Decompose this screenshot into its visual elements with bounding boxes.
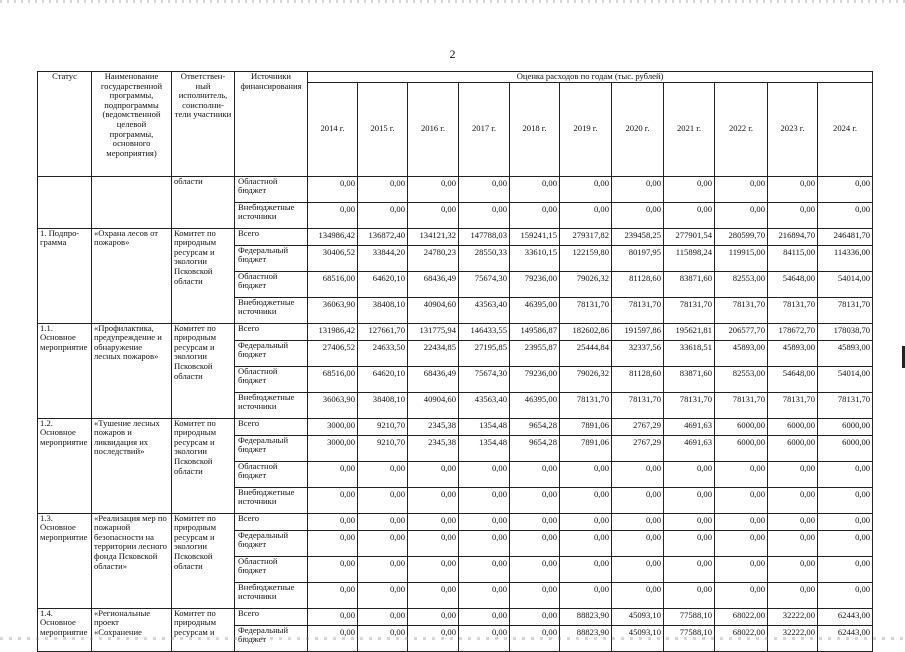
value-cell: 54014,00	[818, 366, 873, 392]
value-cell: 0,00	[408, 608, 459, 625]
value-cell: 0,00	[408, 513, 459, 530]
value-cell: 24780,23	[408, 245, 459, 271]
value-cell: 0,00	[510, 513, 560, 530]
value-cell: 0,00	[612, 202, 664, 228]
source-cell: Федеральный бюджет	[235, 530, 308, 556]
source-cell: Федеральный бюджет	[235, 435, 308, 461]
value-cell: 9654,28	[510, 418, 560, 435]
value-cell: 68436,49	[408, 271, 459, 297]
value-cell: 77588,10	[664, 608, 715, 625]
source-cell: Областной бюджет	[235, 366, 308, 392]
responsible-cell: Комитет по природным ресурсам и экологии Псковской области	[172, 418, 235, 513]
value-cell: 81128,60	[612, 366, 664, 392]
header-year: 2020 г.	[612, 82, 664, 176]
value-cell: 0,00	[510, 625, 560, 651]
value-cell: 0,00	[459, 487, 510, 513]
value-cell: 0,00	[715, 530, 768, 556]
value-cell: 0,00	[818, 556, 873, 582]
value-cell: 7891,06	[560, 435, 612, 461]
value-cell: 0,00	[308, 202, 358, 228]
header-year: 2019 г.	[560, 82, 612, 176]
value-cell: 114336,00	[818, 245, 873, 271]
table-row	[38, 176, 873, 202]
header-year: 2015 г.	[358, 82, 408, 176]
value-cell: 6000,00	[715, 435, 768, 461]
table-row	[38, 323, 873, 340]
value-cell: 0,00	[408, 176, 459, 202]
value-cell: 25444,84	[560, 340, 612, 366]
source-cell: Федеральный бюджет	[235, 625, 308, 651]
value-cell: 4691,63	[664, 418, 715, 435]
value-cell: 54648,00	[768, 271, 818, 297]
value-cell: 216894,70	[768, 228, 818, 245]
value-cell: 0,00	[408, 487, 459, 513]
name-cell: «Профилактика, предупреждение и обнаружение лесных пожаров»	[92, 323, 172, 418]
page-number: 2	[449, 47, 456, 61]
value-cell: 0,00	[358, 608, 408, 625]
source-cell: Всего	[235, 513, 308, 530]
header-year: 2021 г.	[664, 82, 715, 176]
value-cell: 38408,10	[358, 392, 408, 418]
value-cell: 0,00	[768, 513, 818, 530]
value-cell: 32222,00	[768, 625, 818, 651]
header-sources: Источники финансирования	[235, 72, 308, 177]
value-cell: 0,00	[308, 530, 358, 556]
value-cell: 84115,00	[768, 245, 818, 271]
source-cell: Всего	[235, 418, 308, 435]
value-cell: 2345,38	[408, 418, 459, 435]
value-cell: 0,00	[612, 582, 664, 608]
value-cell: 78131,70	[664, 392, 715, 418]
value-cell: 0,00	[612, 461, 664, 487]
value-cell: 0,00	[664, 556, 715, 582]
value-cell: 0,00	[560, 556, 612, 582]
value-cell: 0,00	[664, 176, 715, 202]
value-cell: 40904,60	[408, 392, 459, 418]
header-year: 2017 г.	[459, 82, 510, 176]
value-cell: 43563,40	[459, 392, 510, 418]
value-cell: 0,00	[612, 530, 664, 556]
value-cell: 0,00	[408, 461, 459, 487]
responsible-cell: Комитет по природным ресурсам и экологии Псковской области	[172, 323, 235, 418]
value-cell: 78131,70	[818, 392, 873, 418]
table-header	[38, 72, 873, 177]
value-cell: 68516,00	[308, 271, 358, 297]
value-cell: 0,00	[510, 556, 560, 582]
value-cell: 127661,70	[358, 323, 408, 340]
name-cell: «Реализация мер по пожарной безопасности на территории лесного фонда Псковской области»	[92, 513, 172, 608]
value-cell: 0,00	[510, 487, 560, 513]
value-cell: 0,00	[308, 582, 358, 608]
value-cell: 0,00	[308, 556, 358, 582]
value-cell: 75674,30	[459, 366, 510, 392]
value-cell: 0,00	[560, 487, 612, 513]
value-cell: 0,00	[715, 176, 768, 202]
value-cell: 82553,00	[715, 366, 768, 392]
value-cell: 0,00	[768, 582, 818, 608]
value-cell: 0,00	[459, 582, 510, 608]
value-cell: 0,00	[459, 608, 510, 625]
value-cell: 3000,00	[308, 418, 358, 435]
value-cell: 32222,00	[768, 608, 818, 625]
value-cell: 36063,90	[308, 392, 358, 418]
value-cell: 83871,60	[664, 271, 715, 297]
value-cell: 64620,10	[358, 271, 408, 297]
responsible-cell: области	[172, 176, 235, 228]
source-cell: Внебюджетные источники	[235, 297, 308, 323]
value-cell: 0,00	[408, 625, 459, 651]
value-cell: 0,00	[308, 176, 358, 202]
value-cell: 0,00	[459, 461, 510, 487]
status-cell: 1.4. Основное мероприятие	[38, 608, 92, 651]
status-cell: 1.1. Основное мероприятие	[38, 323, 92, 418]
value-cell: 0,00	[664, 513, 715, 530]
status-cell: 1. Подпро-грамма	[38, 228, 92, 323]
value-cell: 1354,48	[459, 435, 510, 461]
value-cell: 64620,10	[358, 366, 408, 392]
value-cell: 0,00	[459, 625, 510, 651]
value-cell: 0,00	[664, 202, 715, 228]
value-cell: 0,00	[664, 582, 715, 608]
value-cell: 30406,52	[308, 245, 358, 271]
value-cell: 195621,81	[664, 323, 715, 340]
value-cell: 45093,10	[612, 625, 664, 651]
value-cell: 78131,70	[715, 392, 768, 418]
table-row	[38, 228, 873, 245]
value-cell: 78131,70	[818, 297, 873, 323]
value-cell: 0,00	[768, 176, 818, 202]
value-cell: 88823,90	[560, 608, 612, 625]
value-cell: 7891,06	[560, 418, 612, 435]
value-cell: 79236,00	[510, 271, 560, 297]
value-cell: 2345,38	[408, 435, 459, 461]
value-cell: 45893,00	[818, 340, 873, 366]
value-cell: 40904,60	[408, 297, 459, 323]
value-cell: 78131,70	[560, 297, 612, 323]
responsible-cell: Комитет по природным ресурсам и	[172, 608, 235, 651]
value-cell: 80197,95	[612, 245, 664, 271]
value-cell: 0,00	[612, 176, 664, 202]
responsible-cell: Комитет по природным ресурсам и экологии Псковской области	[172, 228, 235, 323]
value-cell: 0,00	[768, 530, 818, 556]
value-cell: 0,00	[715, 582, 768, 608]
value-cell: 0,00	[408, 582, 459, 608]
value-cell: 136872,40	[358, 228, 408, 245]
value-cell: 79236,00	[510, 366, 560, 392]
value-cell: 0,00	[818, 582, 873, 608]
value-cell: 32337,56	[612, 340, 664, 366]
value-cell: 68436,49	[408, 366, 459, 392]
table-row	[38, 608, 873, 625]
value-cell: 0,00	[459, 176, 510, 202]
value-cell: 0,00	[358, 530, 408, 556]
value-cell: 277901,54	[664, 228, 715, 245]
value-cell: 23955,87	[510, 340, 560, 366]
value-cell: 119915,00	[715, 245, 768, 271]
value-cell: 78131,70	[560, 392, 612, 418]
source-cell: Всего	[235, 608, 308, 625]
value-cell: 0,00	[308, 608, 358, 625]
value-cell: 81128,60	[612, 271, 664, 297]
value-cell: 0,00	[715, 202, 768, 228]
value-cell: 0,00	[612, 556, 664, 582]
value-cell: 115898,24	[664, 245, 715, 271]
value-cell: 206577,70	[715, 323, 768, 340]
source-cell: Внебюджетные источники	[235, 582, 308, 608]
source-cell: Федеральный бюджет	[235, 245, 308, 271]
header-year: 2022 г.	[715, 82, 768, 176]
value-cell: 0,00	[308, 513, 358, 530]
value-cell: 0,00	[358, 176, 408, 202]
value-cell: 131986,42	[308, 323, 358, 340]
value-cell: 88823,90	[560, 625, 612, 651]
value-cell: 78131,70	[715, 297, 768, 323]
budget-table	[37, 71, 873, 652]
value-cell: 147788,03	[459, 228, 510, 245]
value-cell: 0,00	[768, 556, 818, 582]
value-cell: 62443,00	[818, 608, 873, 625]
value-cell: 0,00	[408, 530, 459, 556]
value-cell: 0,00	[358, 202, 408, 228]
value-cell: 0,00	[358, 556, 408, 582]
value-cell: 78131,70	[768, 297, 818, 323]
value-cell: 0,00	[818, 513, 873, 530]
value-cell: 0,00	[715, 556, 768, 582]
value-cell: 68022,00	[715, 608, 768, 625]
value-cell: 0,00	[308, 487, 358, 513]
value-cell: 6000,00	[715, 418, 768, 435]
value-cell: 0,00	[664, 530, 715, 556]
name-cell	[92, 176, 172, 228]
header-year: 2016 г.	[408, 82, 459, 176]
value-cell: 0,00	[358, 513, 408, 530]
value-cell: 6000,00	[768, 435, 818, 461]
value-cell: 0,00	[818, 530, 873, 556]
value-cell: 33618,51	[664, 340, 715, 366]
value-cell: 6000,00	[818, 435, 873, 461]
value-cell: 0,00	[612, 487, 664, 513]
value-cell: 2767,29	[612, 418, 664, 435]
value-cell: 0,00	[768, 461, 818, 487]
value-cell: 0,00	[560, 461, 612, 487]
table-row	[38, 418, 873, 435]
value-cell: 191597,86	[612, 323, 664, 340]
value-cell: 279317,82	[560, 228, 612, 245]
value-cell: 0,00	[768, 487, 818, 513]
value-cell: 33610,15	[510, 245, 560, 271]
value-cell: 178038,70	[818, 323, 873, 340]
value-cell: 0,00	[308, 625, 358, 651]
value-cell: 27406,52	[308, 340, 358, 366]
value-cell: 33844,20	[358, 245, 408, 271]
value-cell: 280599,70	[715, 228, 768, 245]
value-cell: 0,00	[510, 608, 560, 625]
value-cell: 0,00	[818, 176, 873, 202]
table-row	[38, 513, 873, 530]
value-cell: 62443,00	[818, 625, 873, 651]
value-cell: 1354,48	[459, 418, 510, 435]
value-cell: 0,00	[664, 461, 715, 487]
value-cell: 0,00	[818, 487, 873, 513]
value-cell: 9210,70	[358, 418, 408, 435]
value-cell: 68022,00	[715, 625, 768, 651]
source-cell: Всего	[235, 323, 308, 340]
header-status: Статус	[38, 72, 92, 177]
name-cell: «Охрана лесов от пожаров»	[92, 228, 172, 323]
value-cell: 159241,15	[510, 228, 560, 245]
value-cell: 122159,80	[560, 245, 612, 271]
name-cell: «Тушение лесных пожаров и ликвидация их последствий»	[92, 418, 172, 513]
value-cell: 0,00	[715, 513, 768, 530]
value-cell: 0,00	[408, 202, 459, 228]
header-responsible: Ответствен-ный исполнитель, соисполни-тели участники	[172, 72, 235, 177]
header-year: 2018 г.	[510, 82, 560, 176]
scan-edge-top	[0, 0, 905, 3]
value-cell: 6000,00	[818, 418, 873, 435]
header-name: Наименование государственной программы, подпрограммы (ведомственной целевой программы, основного мероприятия)	[92, 72, 172, 177]
value-cell: 22434,85	[408, 340, 459, 366]
value-cell: 239458,25	[612, 228, 664, 245]
value-cell: 0,00	[768, 202, 818, 228]
source-cell: Внебюджетные источники	[235, 202, 308, 228]
value-cell: 68516,00	[308, 366, 358, 392]
value-cell: 45893,00	[715, 340, 768, 366]
value-cell: 4691,63	[664, 435, 715, 461]
value-cell: 0,00	[560, 513, 612, 530]
value-cell: 28550,33	[459, 245, 510, 271]
value-cell: 0,00	[459, 556, 510, 582]
value-cell: 38408,10	[358, 297, 408, 323]
value-cell: 9654,28	[510, 435, 560, 461]
value-cell: 134121,32	[408, 228, 459, 245]
source-cell: Областной бюджет	[235, 461, 308, 487]
value-cell: 6000,00	[768, 418, 818, 435]
value-cell: 3000,00	[308, 435, 358, 461]
value-cell: 83871,60	[664, 366, 715, 392]
value-cell: 54014,00	[818, 271, 873, 297]
value-cell: 78131,70	[612, 392, 664, 418]
status-cell	[38, 176, 92, 228]
value-cell: 0,00	[612, 513, 664, 530]
source-cell: Областной бюджет	[235, 271, 308, 297]
header-estimate: Оценка расходов по годам (тыс. рублей)	[308, 72, 873, 83]
table-body	[38, 176, 873, 651]
source-cell: Всего	[235, 228, 308, 245]
value-cell: 178672,70	[768, 323, 818, 340]
budget-table-container	[37, 71, 873, 652]
value-cell: 0,00	[459, 530, 510, 556]
value-cell: 0,00	[358, 487, 408, 513]
value-cell: 45893,00	[768, 340, 818, 366]
value-cell: 0,00	[358, 461, 408, 487]
value-cell: 0,00	[459, 202, 510, 228]
value-cell: 46395,00	[510, 297, 560, 323]
source-cell: Внебюджетные источники	[235, 487, 308, 513]
value-cell: 131775,94	[408, 323, 459, 340]
value-cell: 2767,29	[612, 435, 664, 461]
header-year: 2024 г.	[818, 82, 873, 176]
header-year: 2014 г.	[308, 82, 358, 176]
value-cell: 36063,90	[308, 297, 358, 323]
value-cell: 0,00	[664, 487, 715, 513]
status-cell: 1.2. Основное мероприятие	[38, 418, 92, 513]
value-cell: 246481,70	[818, 228, 873, 245]
value-cell: 0,00	[308, 461, 358, 487]
source-cell: Федеральный бюджет	[235, 340, 308, 366]
value-cell: 78131,70	[768, 392, 818, 418]
source-cell: Областной бюджет	[235, 176, 308, 202]
value-cell: 43563,40	[459, 297, 510, 323]
value-cell: 9210,70	[358, 435, 408, 461]
responsible-cell: Комитет по природным ресурсам и экологии Псковской области	[172, 513, 235, 608]
value-cell: 0,00	[560, 176, 612, 202]
value-cell: 0,00	[510, 530, 560, 556]
value-cell: 24633,50	[358, 340, 408, 366]
value-cell: 46395,00	[510, 392, 560, 418]
header-year: 2023 г.	[768, 82, 818, 176]
source-cell: Областной бюджет	[235, 556, 308, 582]
value-cell: 82553,00	[715, 271, 768, 297]
value-cell: 0,00	[715, 487, 768, 513]
value-cell: 0,00	[459, 513, 510, 530]
value-cell: 146433,55	[459, 323, 510, 340]
value-cell: 78131,70	[664, 297, 715, 323]
value-cell: 134986,42	[308, 228, 358, 245]
value-cell: 0,00	[510, 461, 560, 487]
value-cell: 0,00	[818, 202, 873, 228]
value-cell: 149586,87	[510, 323, 560, 340]
value-cell: 0,00	[560, 202, 612, 228]
value-cell: 77588,10	[664, 625, 715, 651]
value-cell: 0,00	[510, 202, 560, 228]
source-cell: Внебюджетные источники	[235, 392, 308, 418]
value-cell: 54648,00	[768, 366, 818, 392]
value-cell: 0,00	[358, 625, 408, 651]
value-cell: 45093,10	[612, 608, 664, 625]
name-cell: «Региональные проект «Сохранение	[92, 608, 172, 651]
value-cell: 78131,70	[612, 297, 664, 323]
value-cell: 0,00	[715, 461, 768, 487]
value-cell: 0,00	[510, 176, 560, 202]
value-cell: 0,00	[510, 582, 560, 608]
value-cell: 0,00	[818, 461, 873, 487]
value-cell: 27195,85	[459, 340, 510, 366]
value-cell: 79026,32	[560, 271, 612, 297]
value-cell: 75674,30	[459, 271, 510, 297]
status-cell: 1.3. Основное мероприятие	[38, 513, 92, 608]
value-cell: 182602,86	[560, 323, 612, 340]
value-cell: 79026,32	[560, 366, 612, 392]
value-cell: 0,00	[560, 582, 612, 608]
value-cell: 0,00	[560, 530, 612, 556]
value-cell: 0,00	[408, 556, 459, 582]
value-cell: 0,00	[358, 582, 408, 608]
